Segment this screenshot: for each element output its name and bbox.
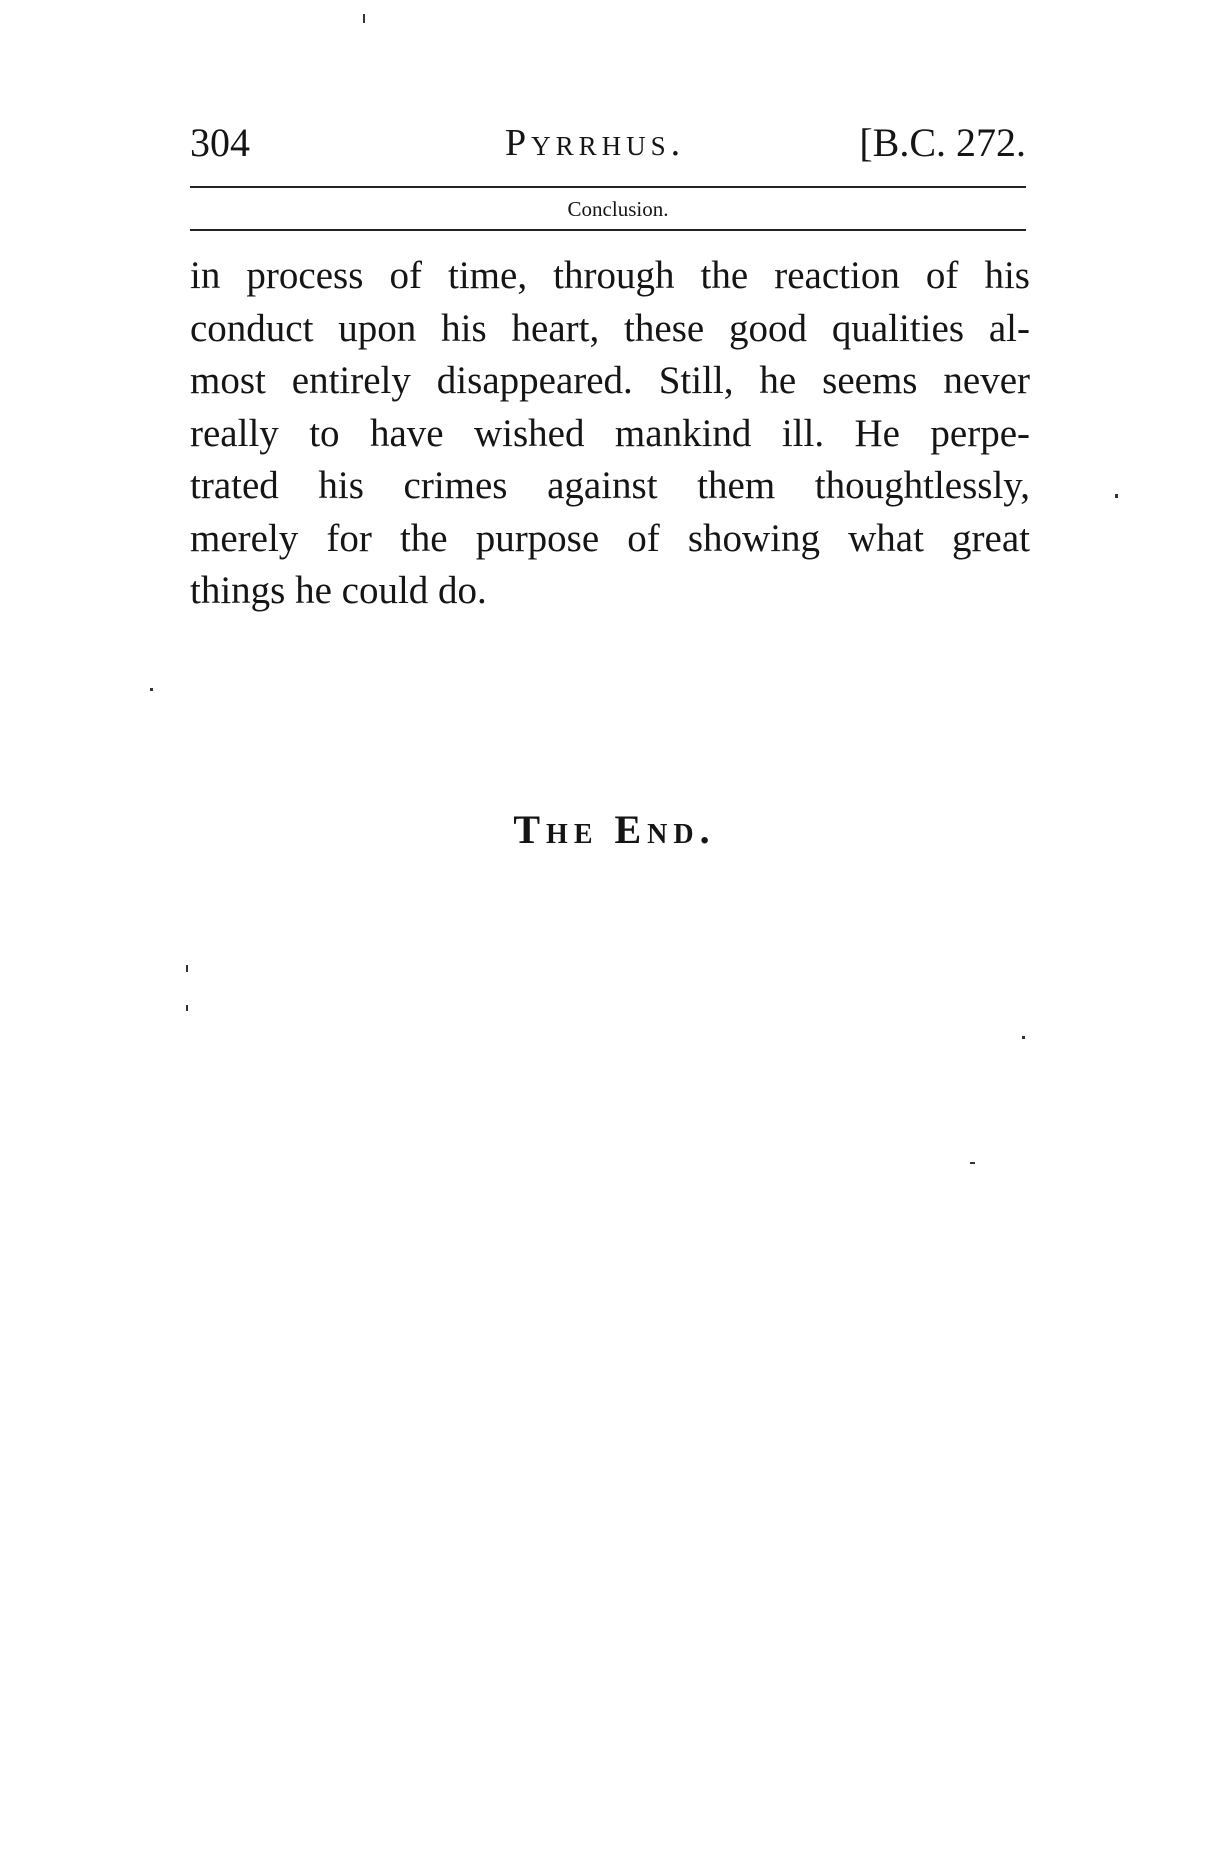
scan-speck: [150, 688, 153, 691]
body-paragraph: [190, 250, 1030, 618]
scan-speck: [1115, 494, 1118, 498]
scan-speck: [186, 965, 188, 972]
page-number: 304: [190, 120, 250, 165]
text-line: most entirely disappeared. Still, he seems never: [190, 359, 1030, 402]
header-rule-top: [190, 186, 1026, 188]
the-end-mark: The End.: [513, 807, 716, 852]
text-line: conduct upon his heart, these good qualities al-: [190, 306, 1030, 350]
text-line: really to have wished mankind ill. He perpe-: [190, 411, 1030, 455]
section-label: Conclusion.: [567, 197, 669, 221]
running-head: [190, 118, 1026, 168]
scan-speck: [186, 1005, 188, 1011]
text-line: merely for the purpose of showing what great: [190, 516, 1030, 560]
text-line: in process of time, through the reaction of his: [190, 254, 1030, 297]
text-line: trated his crimes against them thoughtlessly,: [190, 464, 1030, 507]
header-rule-bottom: [190, 229, 1026, 231]
text-line-last: things he could do.: [190, 569, 487, 612]
running-title: Pyrrhus.: [505, 122, 686, 164]
scan-speck: [1022, 1036, 1025, 1039]
scan-speck: [363, 14, 365, 23]
scan-speck: [970, 1162, 975, 1164]
date-reference: [B.C. 272.: [859, 120, 1026, 165]
